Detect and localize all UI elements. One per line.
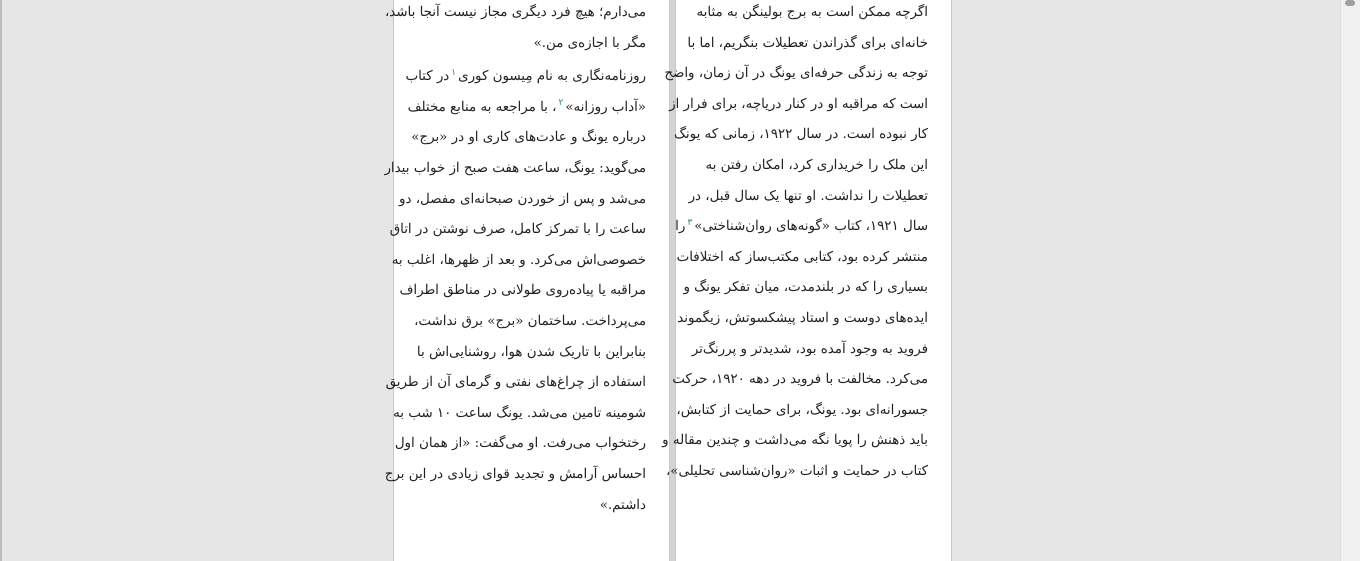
text-line: ساعت را با تمرکز کامل، صرف نوشتن در اتاق: [389, 222, 646, 238]
viewport-left-edge: [0, 0, 2, 561]
text-fragment: روزنامه‌نگاری به نام مِیسون کوری: [458, 69, 646, 85]
text-line-with-footnote: [384, 62, 646, 93]
text-line: خصوصی‌اش می‌کرد. و بعد از ظهرها، اغلب به: [391, 252, 646, 268]
footnote-marker[interactable]: ۳: [687, 217, 693, 228]
text-line: منتشر کرده بود، کتابی مکتب‌ساز که اختلافات: [676, 249, 928, 265]
text-fragment: ، با مراجعه به منابع مختلف: [407, 99, 557, 115]
text-line: می‌شد و پس از خوردن صبحانه‌ای مفصل، دو: [399, 191, 646, 207]
text-line: احساس آرامش و تجدید قوای زیادی در این برج: [384, 466, 646, 482]
text-line: تعطیلات را نداشت. او تنها یک سال قبل، در: [688, 188, 928, 204]
page-left: [384, 0, 670, 561]
footnote-marker[interactable]: ۲: [558, 98, 564, 109]
text-line: بنابراین با تاریک شدن هوا، روشنایی‌اش با: [416, 344, 646, 360]
text-line: رختخواب می‌رفت. او می‌گفت: «از همان اول: [394, 436, 646, 452]
text-line: داشتم.»: [599, 497, 646, 513]
text-line: کتاب در حمایت و اثبات «روان‌شناسی تحلیلی»،: [665, 463, 928, 479]
footnote-marker[interactable]: ۱: [451, 67, 457, 78]
text-line-with-footnote: [384, 93, 646, 124]
text-fragment: را: [675, 219, 686, 235]
text-line: این ملک را خریداری کرد، امکان رفتن به: [705, 157, 928, 173]
vertical-scrollbar[interactable]: [1340, 0, 1360, 561]
text-line: باید ذهنش را پویا نگه می‌داشت و چندین مقاله و: [662, 433, 928, 449]
text-line: می‌گوید: یونگ، ساعت هفت صبح از خواب بیدار: [384, 160, 646, 176]
text-line: می‌پرداخت. ساختمان «برج» برق نداشت،: [414, 313, 646, 329]
page-right: [662, 0, 952, 561]
text-fragment: در کتاب: [405, 69, 450, 85]
text-line: می‌کرد. مخالفت با فروید در دهه ۱۹۲۰، حرکت: [672, 372, 928, 388]
page-right-text: [662, 0, 928, 488]
text-line: درباره یونگ و عادت‌های کاری او در «برج»: [411, 130, 646, 146]
text-line: بسیاری را که در بلندمدت، میان تفکر یونگ و: [683, 280, 928, 296]
page-left-text: [384, 0, 646, 521]
text-line: کار نبوده است. در سال ۱۹۲۲، زمانی که یونگ: [673, 127, 928, 143]
text-line: ایده‌های دوست و استاد پیشکسوتش، زیگموند: [677, 310, 928, 326]
text-line: می‌دارم؛ هیچ فرد دیگری مجاز نیست آنجا باشد،: [384, 5, 646, 20]
text-line: اگرچه ممکن است به برج بولینگن به مثابه: [696, 5, 928, 20]
text-fragment: «آداب روزانه»: [565, 99, 646, 115]
text-line: جسورانه‌ای بود. یونگ، برای حمایت از کتابش،: [676, 402, 928, 418]
text-fragment: سال ۱۹۲۱، کتاب «گونه‌های روان‌شناختی»: [694, 219, 928, 235]
text-line: خانه‌ای برای گذراندن تعطیلات بنگریم، اما با: [687, 35, 928, 51]
scrollbar-thumb[interactable]: [1345, 0, 1355, 6]
text-line: مگر با اجازه‌ی من.»: [533, 35, 646, 51]
text-line: استفاده از چراغ‌های نفتی و گرمای آن از طریق: [385, 375, 646, 391]
text-line: است که مراقبه او در کنار دریاچه، برای فرار از: [669, 96, 928, 112]
text-line: شومینه تامین می‌شد. یونگ ساعت ۱۰ شب به: [393, 405, 646, 421]
text-line: فروید به وجود آمده بود، شدیدتر و پررنگ‌تر: [691, 341, 928, 357]
text-line: مراقبه یا پیاده‌روی طولانی در مناطق اطراف: [399, 283, 646, 299]
text-line-with-footnote: [662, 212, 928, 243]
text-line: توجه به زندگی حرفه‌ای یونگ در آن زمان، واضح: [664, 66, 928, 82]
